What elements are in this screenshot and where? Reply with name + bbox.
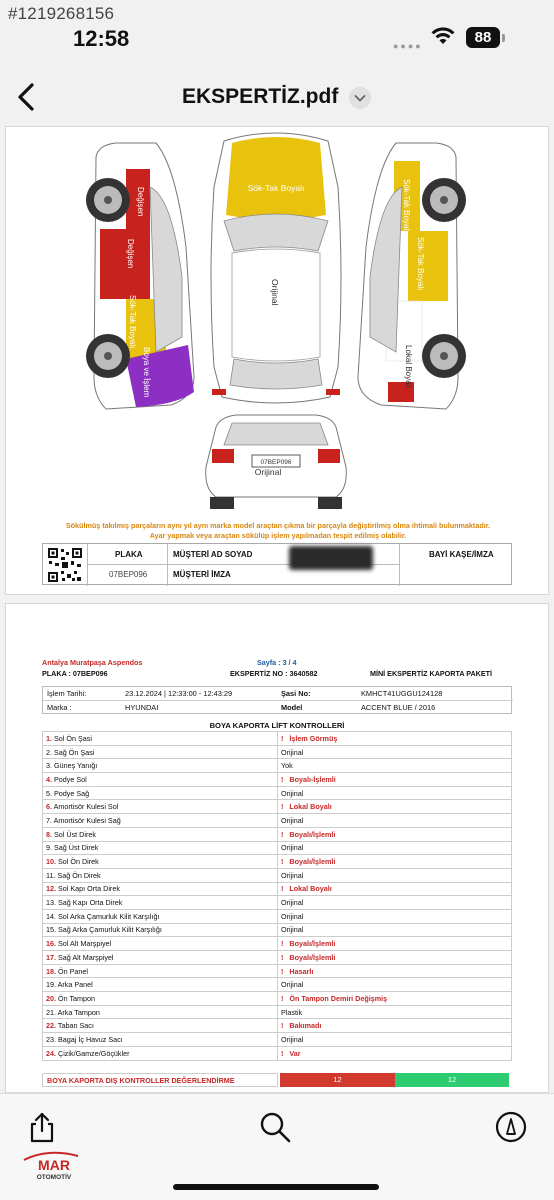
status-bar	[0, 20, 554, 56]
status-value: Hasarlı	[289, 966, 314, 976]
table-row	[43, 773, 512, 787]
part-name: Sağ Kapı Orta Direk	[58, 898, 123, 908]
table-row	[43, 1046, 512, 1060]
status-value: İşlem Görmüş	[289, 733, 338, 743]
status-cell	[278, 732, 512, 746]
warning-icon: !	[281, 1048, 284, 1058]
listing-id: #1219268156	[8, 4, 115, 23]
row-number: 1.	[46, 733, 52, 743]
table-row	[43, 732, 512, 746]
status-cell	[278, 786, 512, 800]
status-cell	[278, 855, 512, 869]
table-row	[43, 827, 512, 841]
row-number: 21.	[46, 1007, 56, 1017]
part-cell	[43, 745, 278, 759]
table-row	[43, 841, 512, 855]
table-title: BOYA KAPORTA LİFT KONTROLLERİ	[209, 721, 345, 730]
warning-icon: !	[281, 802, 284, 812]
summary-good-count: 12	[395, 1073, 509, 1087]
wifi-icon	[430, 26, 456, 46]
cellular-signal-icon: ●●●●	[393, 41, 423, 51]
part-cell	[43, 841, 278, 855]
status-cell	[278, 937, 512, 951]
dealer-stamp-label: BAYİ KAŞE/İMZA	[429, 550, 494, 559]
row-number: 19.	[46, 980, 56, 990]
warning-icon: !	[281, 829, 284, 839]
status-cell	[278, 814, 512, 828]
status-value: Orijinal	[281, 980, 304, 990]
warning-icon: !	[281, 993, 284, 1003]
back-icon[interactable]	[12, 80, 42, 114]
status-value: Orijinal	[281, 843, 304, 853]
brand-value: HYUNDAI	[125, 703, 159, 712]
status-value: Orijinal	[281, 898, 304, 908]
redacted-customer-name	[289, 546, 373, 570]
status-cell	[278, 827, 512, 841]
table-row	[43, 937, 512, 951]
part-cell	[43, 923, 278, 937]
part-name: Arka Tampon	[57, 1007, 100, 1017]
plate-line: PLAKA : 07BEP096	[42, 669, 108, 678]
part-name: Sağ Arka Çamurluk Kilit Karşılığı	[58, 925, 162, 935]
row-number: 11.	[46, 870, 56, 880]
document-title[interactable]: EKSPERTİZ.pdf	[182, 85, 339, 108]
row-number: 9.	[46, 843, 52, 853]
table-row	[43, 855, 512, 869]
status-value: Boyalı/İşlemli	[289, 829, 336, 839]
part-cell	[43, 1019, 278, 1033]
warning-icon: !	[281, 857, 284, 867]
part-name: Sağ Ön Direk	[57, 870, 101, 880]
left-front-door-panel	[100, 229, 150, 299]
top-view	[211, 133, 341, 403]
part-cell	[43, 909, 278, 923]
part-cell	[43, 868, 278, 882]
label-roof: Orijinal	[270, 279, 280, 306]
status-cell	[278, 909, 512, 923]
table-row	[43, 1019, 512, 1033]
warning-icon: !	[281, 774, 284, 784]
part-cell	[43, 978, 278, 992]
table-row	[43, 992, 512, 1006]
status-value: Bakımadı	[289, 1021, 322, 1031]
report-number: EKSPERTİZ NO : 3640582	[230, 669, 318, 678]
bottom-toolbar	[0, 1093, 554, 1200]
part-cell	[43, 855, 278, 869]
label-left-rear-door: Sök-Tak Boyalı	[128, 295, 137, 349]
part-cell	[43, 882, 278, 896]
notice-line-1: Sökülmüş takılmış parçaların aynı yıl aynı marka model araçtan çıkma bir parçayla değiştirilmiş olma ihtimali bulunmaktadır.	[65, 521, 491, 530]
row-number: 7.	[46, 815, 52, 825]
table-row	[43, 759, 512, 773]
control-table	[42, 731, 512, 1061]
row-number: 4.	[46, 774, 52, 784]
status-value: Orijinal	[281, 815, 304, 825]
battery-tip	[502, 34, 505, 42]
brand-name: MAR	[38, 1157, 70, 1173]
warning-icon: !	[281, 952, 284, 962]
plate-value: 07BEP096	[109, 570, 148, 579]
part-cell	[43, 1005, 278, 1019]
status-value: Plastik	[281, 1007, 303, 1017]
status-cell	[278, 800, 512, 814]
part-cell	[43, 964, 278, 978]
table-row	[43, 1005, 512, 1019]
pdf-page-report[interactable]	[5, 603, 549, 1093]
part-name: Bagaj İç Havuz Sacı	[58, 1034, 123, 1044]
row-number: 5.	[46, 788, 52, 798]
label-right-rear: Lokal Boyalı	[404, 345, 413, 389]
part-name: Güneş Yanığı	[54, 761, 98, 771]
warning-icon: !	[281, 1021, 284, 1031]
row-number: 20.	[46, 993, 56, 1003]
pdf-page-diagram[interactable]	[5, 126, 549, 595]
row-number: 12.	[46, 884, 56, 894]
part-cell	[43, 786, 278, 800]
part-name: Amortisör Kulesi Sol	[53, 802, 119, 812]
status-value: Orijinal	[281, 870, 304, 880]
part-name: Podye Sol	[54, 774, 87, 784]
summary-row	[42, 1073, 512, 1089]
status-cell	[278, 773, 512, 787]
model-value: ACCENT BLUE / 2016	[361, 703, 436, 712]
summary-label: BOYA KAPORTA DIŞ KONTROLLER DEĞERLENDİRME	[42, 1073, 278, 1087]
part-name: Ön Tampon	[58, 993, 96, 1003]
part-cell	[43, 827, 278, 841]
part-cell	[43, 896, 278, 910]
part-name: Taban Sacı	[57, 1021, 94, 1031]
warning-icon: !	[281, 939, 284, 949]
status-cell	[278, 1005, 512, 1019]
car-damage-diagram	[76, 127, 476, 515]
divider	[43, 700, 513, 701]
label-hood: Sök-Tak Boyalı	[247, 183, 305, 193]
customer-name-label: MÜŞTERİ AD SOYAD	[173, 550, 253, 559]
label-left-fender: Değişen	[136, 187, 145, 217]
table-row	[43, 964, 512, 978]
right-front-door-panel	[408, 231, 448, 301]
table-row	[43, 882, 512, 896]
label-left-rear-quarter: Boya ve İşlem	[142, 347, 151, 398]
part-name: Çizik/Gamze/Göçükler	[58, 1048, 130, 1058]
divider	[399, 544, 400, 586]
row-number: 18.	[46, 966, 56, 976]
status-cell	[278, 745, 512, 759]
summary-bad-count: 12	[280, 1073, 395, 1087]
status-cell	[278, 964, 512, 978]
status-value: Ön Tampon Demiri Değişmiş	[289, 993, 388, 1003]
status-cell	[278, 978, 512, 992]
home-indicator[interactable]	[173, 1184, 379, 1190]
table-row	[43, 951, 512, 965]
plate-signature-table	[42, 543, 512, 585]
status-cell	[278, 1019, 512, 1033]
part-name: Sağ Ön Şasi	[54, 747, 95, 757]
status-value: Lokal Boyalı	[289, 802, 332, 812]
part-name: Sol Arka Çamurluk Kilit Karşılığı	[58, 911, 160, 921]
row-number: 13.	[46, 898, 56, 908]
part-name: Sağ Alt Marşpiyel	[58, 952, 114, 962]
label-right-mid: Sök-Tak Boyalı	[416, 237, 425, 291]
status-cell	[278, 759, 512, 773]
status-cell	[278, 882, 512, 896]
status-value: Orijinal	[281, 747, 304, 757]
label-right-front: Sök-Tak Boyalı	[402, 179, 411, 233]
status-value: Boyalı/İşlemli	[289, 952, 336, 962]
row-number: 10.	[46, 857, 56, 867]
model-label: Model	[281, 703, 303, 712]
label-plate: 07BEP096	[260, 459, 292, 466]
status-value: Yok	[281, 761, 293, 771]
notice-line-2: Ayar yapmak veya araçtan sökülüp işlem yapılmadan tespit edilmiş olabilir.	[149, 531, 407, 540]
table-row	[43, 923, 512, 937]
status-cell	[278, 992, 512, 1006]
left-side-view	[86, 143, 194, 409]
part-name: Sol Üst Direk	[54, 829, 96, 839]
part-cell	[43, 1033, 278, 1047]
table-row	[43, 786, 512, 800]
divider	[87, 544, 88, 586]
part-name: Podye Sağ	[54, 788, 90, 798]
status-value: Var	[289, 1048, 301, 1058]
hood-panel	[226, 137, 326, 220]
status-value: Orijinal	[281, 788, 304, 798]
table-row	[43, 800, 512, 814]
brand-logo	[18, 1146, 90, 1182]
warning-icon: !	[281, 884, 284, 894]
package-name: MİNİ EKSPERTİZ KAPORTA PAKETİ	[370, 669, 493, 678]
part-cell	[43, 951, 278, 965]
divider	[167, 544, 168, 586]
status-value: Orijinal	[281, 911, 304, 921]
status-cell	[278, 841, 512, 855]
part-name: Sol Kapı Orta Direk	[58, 884, 120, 894]
row-number: 17.	[46, 952, 56, 962]
row-number: 3.	[46, 761, 52, 771]
row-number: 22.	[46, 1021, 56, 1031]
part-name: Amortisör Kulesi Sağ	[53, 815, 121, 825]
date-label: İşlem Tarihi:	[47, 689, 87, 698]
warning-icon: !	[281, 733, 284, 743]
chassis-label: Şasi No:	[281, 689, 311, 698]
table-row	[43, 814, 512, 828]
markup-icon[interactable]	[494, 1110, 528, 1144]
row-number: 24.	[46, 1048, 56, 1058]
table-row	[43, 909, 512, 923]
status-cell	[278, 1046, 512, 1060]
table-row	[43, 978, 512, 992]
row-number: 14.	[46, 911, 56, 921]
part-name: Sol Ön Direk	[58, 857, 99, 867]
status-value: Orijinal	[281, 925, 304, 935]
share-icon[interactable]	[25, 1110, 59, 1144]
clock: 12:58	[73, 26, 130, 51]
customer-signature-label: MÜŞTERİ İMZA	[173, 570, 231, 579]
table-row	[43, 896, 512, 910]
status-cell	[278, 951, 512, 965]
page-indicator: Sayfa : 3 / 4	[257, 658, 297, 667]
part-cell	[43, 937, 278, 951]
part-cell	[43, 773, 278, 787]
part-cell	[43, 759, 278, 773]
status-cell	[278, 1033, 512, 1047]
part-cell	[43, 992, 278, 1006]
status-value: Orijinal	[281, 1034, 304, 1044]
battery-indicator: 88	[466, 27, 500, 48]
nav-bar	[0, 70, 554, 125]
status-value: Boyalı-İşlemli	[289, 774, 336, 784]
plate-header: PLAKA	[115, 550, 143, 559]
label-left-door: Değişen	[126, 239, 135, 269]
part-name: Sol Ön Şasi	[54, 733, 92, 743]
row-number: 8.	[46, 829, 52, 839]
part-cell	[43, 732, 278, 746]
status-value: Boyalı/İşlemli	[289, 939, 336, 949]
table-row	[43, 868, 512, 882]
table-row	[43, 745, 512, 759]
status-cell	[278, 896, 512, 910]
brand-label: Marka :	[47, 703, 72, 712]
date-value: 23.12.2024 | 12:33:00 - 12:43:29	[125, 689, 233, 698]
part-cell	[43, 800, 278, 814]
vehicle-info-box	[42, 686, 512, 714]
label-rear: Orijinal	[254, 467, 282, 477]
part-cell	[43, 1046, 278, 1060]
part-name: Arka Panel	[57, 980, 93, 990]
chevron-down-icon[interactable]	[349, 87, 371, 109]
table-row	[43, 1033, 512, 1047]
status-value: Boyalı/İşlemli	[289, 857, 336, 867]
qr-code-icon	[47, 547, 83, 583]
part-name: Sol Alt Marşpiyel	[58, 939, 112, 949]
row-number: 6.	[46, 802, 52, 812]
row-number: 2.	[46, 747, 52, 757]
status-cell	[278, 923, 512, 937]
row-number: 15.	[46, 925, 56, 935]
row-number: 23.	[46, 1034, 56, 1044]
warning-icon: !	[281, 966, 284, 976]
part-name: Ön Panel	[58, 966, 88, 976]
chassis-value: KMHCT41UGGU124128	[361, 689, 443, 698]
search-icon[interactable]	[258, 1110, 292, 1144]
branch-name: Antalya Muratpaşa Aspendos	[42, 658, 143, 667]
part-cell	[43, 814, 278, 828]
part-name: Sağ Üst Direk	[54, 843, 99, 853]
row-number: 16.	[46, 939, 56, 949]
brand-sub: OTOMOTİV	[36, 1174, 72, 1181]
status-value: Lokal Boyalı	[289, 884, 332, 894]
status-cell	[278, 868, 512, 882]
